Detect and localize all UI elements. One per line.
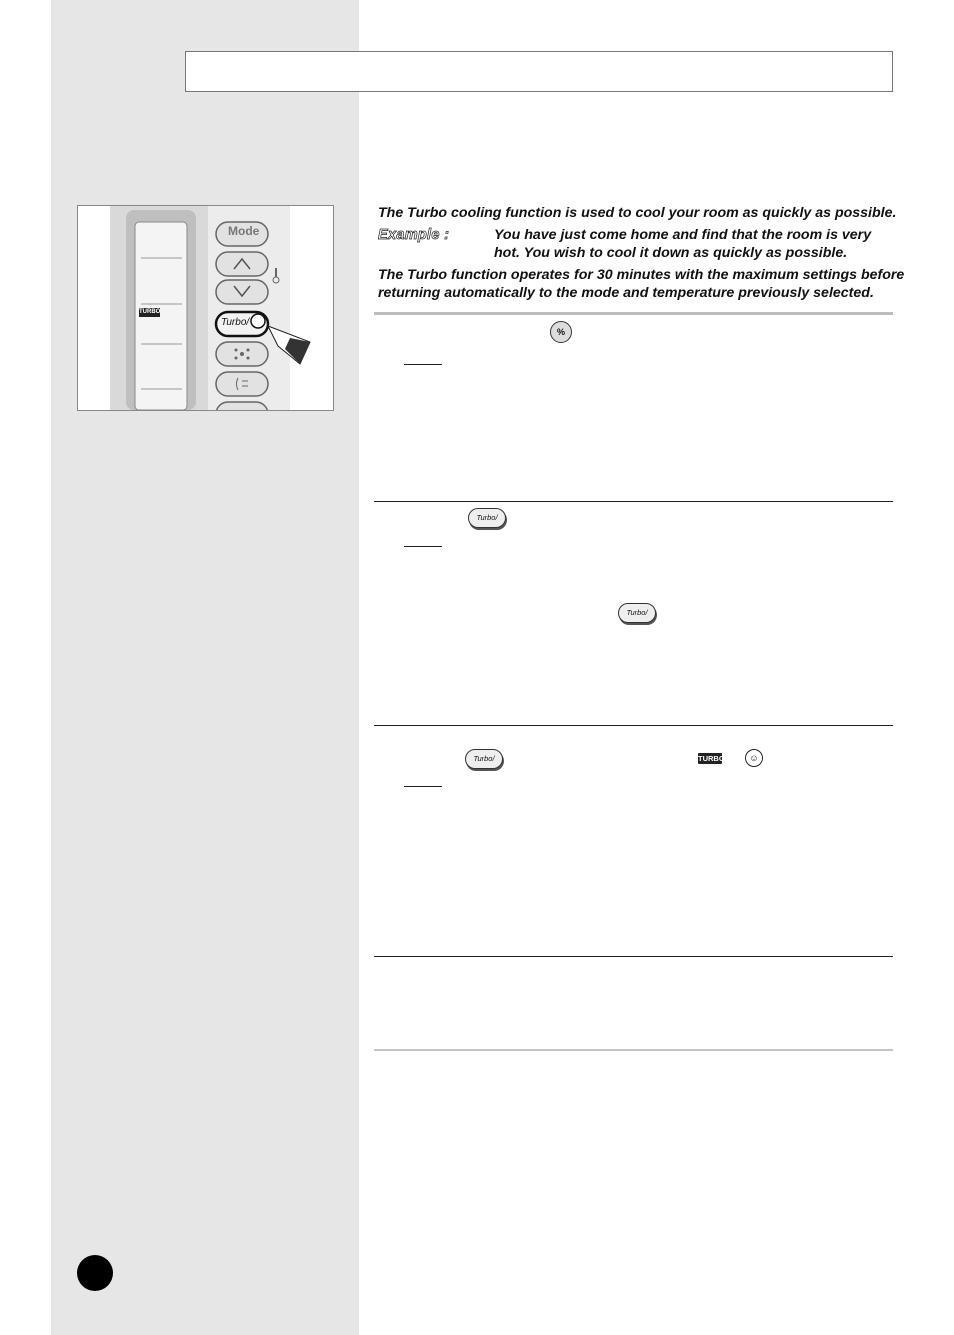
note-underline — [404, 786, 442, 787]
turbo-button-icon: Turbo/ — [618, 603, 656, 623]
remote-control-drawing — [78, 206, 333, 410]
display-turbo-badge: TURBO — [139, 309, 161, 315]
mode-button-label: Mode — [228, 224, 260, 238]
note-underline — [404, 364, 442, 365]
turbo-button-icon: Turbo/ — [468, 508, 506, 528]
turbo-display-badge: TURBO — [698, 754, 725, 763]
example-row — [378, 226, 908, 264]
section-divider — [374, 1049, 893, 1051]
remote-control-illustration — [77, 205, 334, 411]
intro-line-1: The Turbo cooling function is used to cool your room as quickly as possible. — [378, 205, 897, 221]
example-text: You have just come home and find that the room is very hot. You wish to cool it down as quickly as possible. — [494, 227, 872, 261]
section-divider — [374, 725, 893, 726]
section-title-box — [185, 51, 893, 92]
turbo-button-icon: Turbo/ — [465, 749, 503, 769]
example-label: Example : — [378, 227, 450, 243]
intro-text-block — [378, 204, 908, 302]
power-icon: % — [550, 321, 572, 343]
face-icon: ☺ — [745, 749, 763, 767]
turbo-button-label: Turbo/ — [221, 317, 250, 328]
section-divider — [374, 956, 893, 957]
intro-line-3: The Turbo function operates for 30 minutes with the maximum settings before returning automatically to the mode and temperature previously selected. — [378, 267, 905, 301]
section-divider — [374, 501, 893, 502]
section-divider — [374, 312, 893, 315]
page-number-dot — [77, 1255, 113, 1291]
left-sidebar-panel — [51, 0, 359, 1335]
note-underline — [404, 546, 442, 547]
